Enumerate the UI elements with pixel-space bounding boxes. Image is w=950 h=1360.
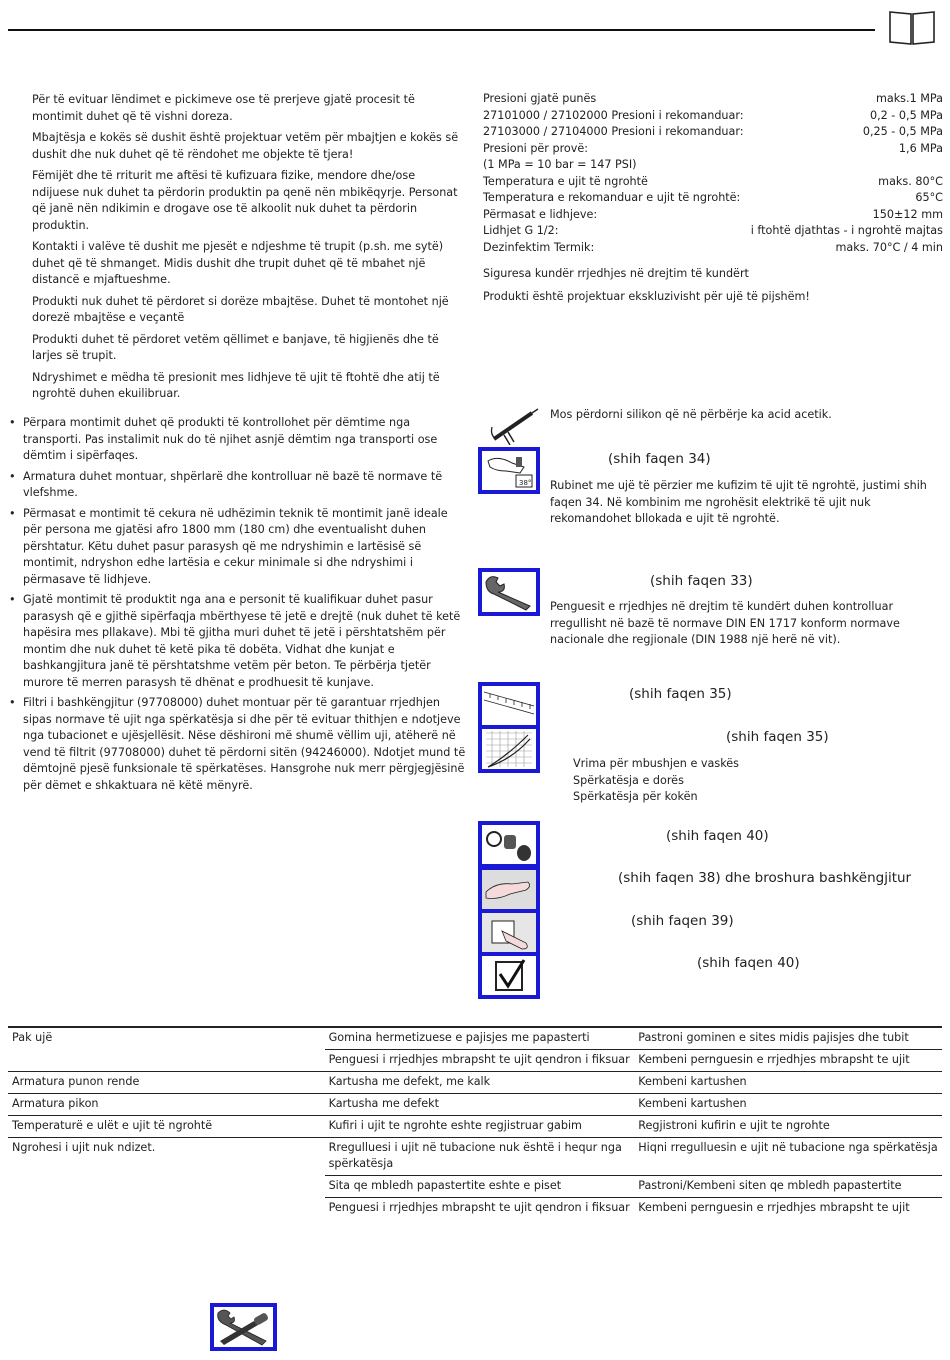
problem-cell: Temperaturë e ulët e ujit të ngrohtë [8, 1116, 325, 1138]
thermo-dial-label: 38° [519, 479, 532, 487]
spec-value: 150±12 mm [872, 207, 943, 221]
book-icon [887, 8, 937, 46]
cleaning-page-ref: (shih faqen 38) dhe broshura bashkëngjitur [618, 870, 912, 886]
spec-label: Temperatura e ujit të ngrohtë [483, 174, 648, 188]
spec-row [483, 157, 943, 174]
safety-paragraph: Për të evituar lëndimet e pickimeve ose të prerjeve gjatë procesit të montimit duhet që të vishni doreza. [32, 93, 415, 123]
table-row [8, 1176, 942, 1198]
wrench-screwdriver-icon [214, 1307, 273, 1347]
table-row [8, 1116, 942, 1138]
dimensions-icon-box [478, 682, 540, 729]
spare-parts-icon-box [478, 821, 540, 868]
remedy-cell: Kembeni kartushen [634, 1094, 942, 1116]
list-item: • Filtri i bashkëngjitur (97708000) duhet montuar për të garantuar rrjedhjen sipas normave të ujit nga spërkatësja si dhe për të evituar thithjen e ndotjeve nga tubacionet e ujësjellësit. Nëse dëshironi më shumë vëllim uji, atëherë në vend të filtrit (97708000) duhet të përdorni sitën (94246000). Ndotjet mund të dëmtojnë pjesë funksionale të spërkatëses. Hansgrohe nuk merr përgjegjësinë për dëmet e shkaktuara në këtë mënyrë. [8, 695, 466, 794]
cause-cell: Kartusha me defekt, me kalk [325, 1072, 635, 1094]
installation-notes [8, 415, 466, 798]
cause-cell: Kartusha me defekt [325, 1094, 635, 1116]
spec-row [483, 174, 943, 191]
tools-icon-box [210, 1303, 277, 1351]
spec-label: Përmasat e lidhjeve: [483, 207, 598, 221]
thermo-page-ref: (shih faqen 34) [608, 451, 711, 467]
spec-row [483, 91, 943, 108]
list-item: • Përmasat e montimit të cekura në udhëzimin teknik të montimit janë ideale për persona me gjatësi afro 1800 mm (180 cm) dhe eventualisht duhen përshtatur. Këtu duhet pasur parasysh që me ndryshimin e lartësisë së montimit, ndryshon edhe lartësia e cekur minimale si dhe ndryshimi i përmasave të lidhjeve. [8, 506, 466, 589]
checkmark-icon [482, 956, 536, 995]
test-icon-box [478, 952, 540, 999]
silicone-note: Mos përdorni silikon që në përbërje ka acid acetik. [550, 408, 832, 421]
list-item: • Gjatë montimit të produktit nga ana e personit të kualifikuar duhet pasur parasysh që e gjithë sipërfaqja mbërthyese të jetë e drejtë (nuk duhet të ketë hapësira mes pllakave). Mbi të gjitha muri duhet të jetë i përshtatshëm për montim dhe nuk duhet të ketë pika të dobëta. Vidhat dhe kunjat e bashkangjitura janë të përshtatshme vetëm për beton. Te përbërja tjetër murore të merren parasysh të dhënat e prodhuesit të kunjave. [8, 592, 466, 691]
header-rule [8, 29, 875, 31]
spec-row [483, 207, 943, 224]
spec-label: 27103000 / 27104000 Presioni i rekomanduar: [483, 125, 744, 138]
spec-label: Temperatura e rekomanduar e ujit të ngrohtë: [483, 191, 741, 204]
spec-label: (1 MPa = 10 bar = 147 PSI) [483, 158, 637, 171]
spec-row [483, 190, 943, 207]
spec-value: 0,25 - 0,5 MPa [862, 125, 943, 138]
table-row [8, 1050, 942, 1072]
spec-row [483, 141, 943, 158]
troubleshooting-table [8, 1026, 942, 1219]
remedy-cell: Kembeni kartushen [634, 1072, 942, 1094]
cause-cell: Gomina hermetizuese e pajisjes me papasterti [325, 1027, 635, 1050]
spec-value: maks.1 MPa [875, 92, 943, 105]
remedy-cell: Hiqni rregulluesin e ujit në tubacione nga spërkatësja [634, 1138, 942, 1176]
safety-paragraph: Fëmijët dhe të rriturit me aftësi të kufizuara fizike, mendore dhe/ose ndijuese nuk duhet ta përdorin produktin pa qenë nën mbikëqyrje. Personat që janë nën ndikimin e drogave ose të alkoolit nuk duhet ta përdorin produktin. [32, 169, 458, 232]
flow-page-ref: (shih faqen 35) [726, 729, 829, 745]
flow-item: Spërkatësja e dorës [573, 774, 684, 787]
thermostat-icon-box [478, 447, 540, 494]
spec-value: 0,2 - 0,5 MPa [869, 108, 943, 122]
cause-cell: Kufiri i ujit te ngrohte eshte regjistruar gabim [325, 1116, 635, 1138]
spec-value: maks. 70°C / 4 min [835, 240, 943, 254]
spec-label: Presioni gjatë punës [483, 92, 597, 105]
spec-row [483, 124, 943, 141]
hand-thermostat-icon [482, 451, 536, 490]
spec-label: Dezinfektim Termik: [483, 240, 595, 254]
wrench-icon [482, 572, 536, 612]
spec-label: 27101000 / 27102000 Presioni i rekomanduar: [483, 108, 744, 122]
remedy-cell: Pastroni/Kembeni siten qe mbledh papastertite [634, 1176, 942, 1198]
cleaning-icon-box [478, 866, 540, 913]
spec-row [483, 108, 943, 125]
table-row [8, 1027, 942, 1050]
table-row [8, 1094, 942, 1116]
operation-icon-box [478, 909, 540, 956]
hand-cleaning-icon [482, 870, 536, 909]
spec-row [483, 240, 943, 257]
safety-paragraph: Produkti duhet të përdoret vetëm qëllimet e banjave, të higjienës dhe të larjes së trupit. [32, 332, 439, 362]
operation-page-ref: (shih faqen 39) [631, 913, 734, 929]
flow-graph-icon [482, 729, 536, 769]
spec-note: Produkti është projektuar ekskluzivisht për ujë të pijshëm! [483, 289, 810, 303]
safety-paragraph: Produkti nuk duhet të përdoret si dorëze mbajtëse. Duhet të montohet një dorezë mbajtëse e veçantë [32, 294, 449, 324]
spec-label: Lidhjet G 1/2: [483, 224, 559, 237]
safety-paragraph: Ndryshimet e mëdha të presionit mes lidhjeve të ujit të ftohtë dhe atij të ngrohtë duhen ekuilibruar. [32, 370, 440, 400]
spec-value: 65°C [915, 191, 943, 204]
cause-cell: Rregulluesi i ujit në tubacione nuk është i hequr nga spërkatësja [325, 1138, 635, 1176]
flow-chart-icon-box [478, 725, 540, 773]
table-row [8, 1138, 942, 1176]
spec-value: maks. 80°C [878, 174, 943, 188]
problem-cell: Ngrohesi i ujit nuk ndizet. [8, 1138, 325, 1176]
safety-paragraph: Kontakti i valëve të dushit me pjesët e ndjeshme të trupit (p.sh. me sytë) duhet që të shmanget. Midis dushit dhe trupit duhet që të mbahet një distancë e mjaftueshme. [32, 240, 444, 286]
hand-handle-icon [482, 913, 536, 952]
remedy-cell: Pastroni gominen e sites midis pajisjes dhe tubit [634, 1027, 942, 1050]
table-row [8, 1072, 942, 1094]
flow-item: Vrima për mbushjen e vaskës [573, 757, 739, 770]
parts-page-ref: (shih faqen 40) [666, 828, 769, 844]
service-page-ref: (shih faqen 33) [650, 573, 753, 589]
problem-cell [8, 1050, 325, 1072]
caulking-gun-icon [488, 405, 540, 445]
list-item: • Përpara montimit duhet që produkti të kontrollohet për dëmtime nga transporti. Pas instalimit nuk do të njihet asnjë dëmtim nga transporti ose dëmtim i sipërfaqes. [8, 415, 466, 465]
spec-note: Siguresa kundër rrjedhjes në drejtim të kundërt [483, 267, 749, 280]
cause-cell: Penguesi i rrjedhjes mbrapsht te ujit qendron i fiksuar [325, 1198, 635, 1220]
service-icon-box [478, 568, 540, 616]
flow-item: Spërkatësja për kokën [573, 790, 698, 803]
spec-value: 1,6 MPa [898, 141, 943, 155]
spec-row [483, 223, 943, 240]
remedy-cell: Regjistroni kufirin e ujit te ngrohte [634, 1116, 942, 1138]
list-item: • Armatura duhet montuar, shpërlarë dhe kontrolluar në bazë të normave të vlefshme. [8, 469, 466, 502]
problem-cell: Armatura punon rende [8, 1072, 325, 1094]
remedy-cell: Kembeni pernguesin e rrjedhjes mbrapsht te ujit [634, 1198, 942, 1220]
problem-cell: Pak ujë [8, 1027, 325, 1050]
table-row [8, 1198, 942, 1220]
dimensions-page-ref: (shih faqen 35) [629, 686, 732, 702]
cause-cell: Penguesi i rrjedhjes mbrapsht te ujit qendron i fiksuar [325, 1050, 635, 1072]
problem-cell [8, 1198, 325, 1220]
thermo-text: Rubinet me ujë të përzier me kufizim të ujit të ngrohtë, justimi shih faqen 34. Në kombinim me ngrohësit elektrikë të ujit nuk rekomandohet bllokada e ujit të ngrohtë. [550, 479, 927, 525]
spec-label: Presioni për provë: [483, 141, 589, 155]
remedy-cell: Kembeni pernguesin e rrjedhjes mbrapsht te ujit [634, 1050, 942, 1072]
safety-paragraph: Mbajtësja e kokës së dushit është projektuar vetëm për mbajtjen e kokës së dushit dhe nuk duhet që të rëndohet me objekte të tjera! [32, 131, 459, 161]
technical-specs [483, 91, 943, 305]
problem-cell: Armatura pikon [8, 1094, 325, 1116]
cause-cell: Sita qe mbledh papastertite eshte e piset [325, 1176, 635, 1198]
parts-icon [482, 825, 536, 864]
problem-cell [8, 1176, 325, 1198]
service-text: Penguesit e rrjedhjes në drejtim të kundërt duhen kontrolluar rregullisht në bazë të normave DIN EN 1717 konform normave nacionale dhe regjionale (DIN 1988 një herë në vit). [550, 600, 900, 646]
spec-value: i ftohtë djathtas - i ngrohtë majtas [750, 224, 943, 237]
safety-section [32, 92, 465, 408]
test-page-ref: (shih faqen 40) [697, 955, 800, 971]
ruler-icon [482, 686, 536, 725]
